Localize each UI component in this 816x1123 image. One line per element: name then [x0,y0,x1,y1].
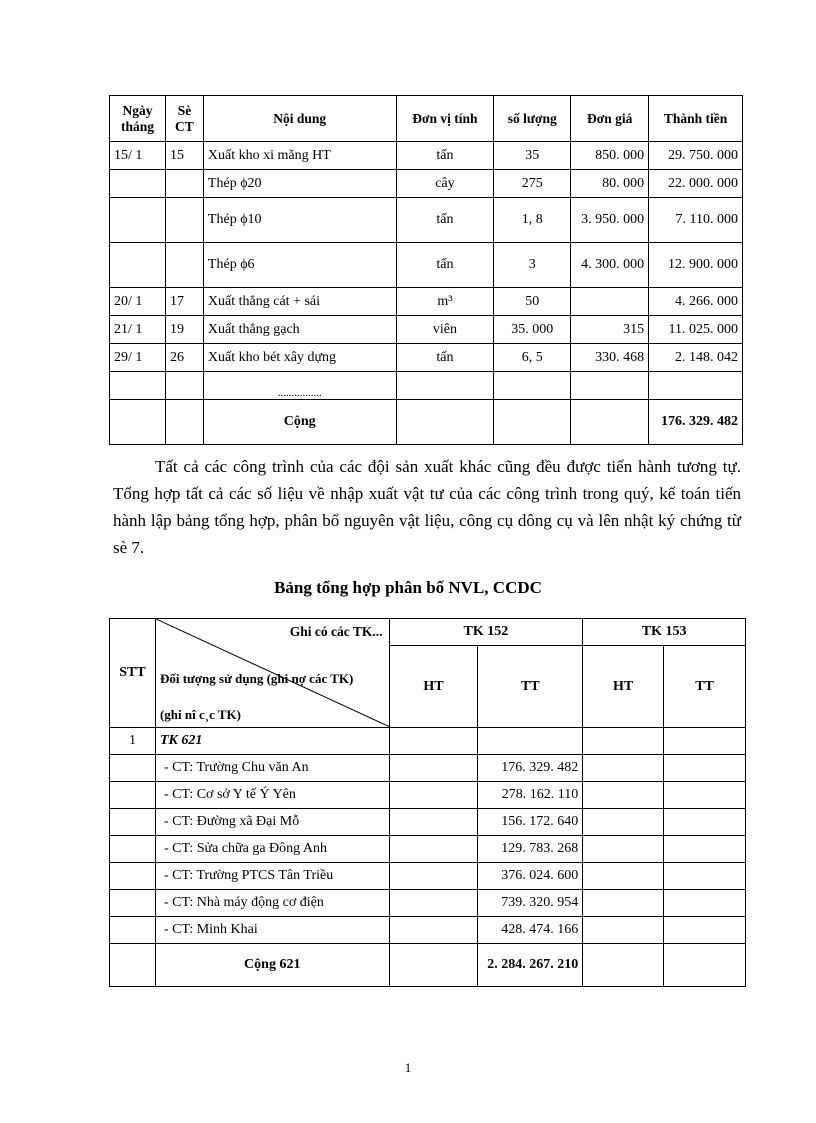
project-label: - CT: Minh Khai [155,917,389,944]
allocation-table-title: Bảng tổng hợp phân bổ NVL, CCDC [274,578,542,597]
table-row [110,917,746,944]
cell-qty: 50 [494,288,571,316]
table-total-row [110,400,743,445]
header-amount: Thành tiền [649,96,743,142]
cell-date: 15/ 1 [110,142,166,170]
cell-content: Thép ϕ6 [203,243,396,288]
cell-amount: 12. 900. 000 [649,243,743,288]
header-tk153: TK 153 [583,619,746,646]
table-row [110,170,743,198]
project-label: - CT: Nhà máy động cơ điện [155,890,389,917]
materials-issue-table [109,95,743,445]
tt152-value: 278. 162. 110 [478,782,583,809]
cell-date: 21/ 1 [110,316,166,344]
cell-qty: 6, 5 [494,344,571,372]
table-row [110,863,746,890]
total-label: Cộng 621 [155,944,389,987]
header-stt: STT [110,619,156,728]
cell-price: 315 [571,316,649,344]
cell-price: 4. 300. 000 [571,243,649,288]
cell-unit: tấn [396,243,494,288]
table-row [110,142,743,170]
header-content: Nội dung [203,96,396,142]
group-label: TK 621 [155,728,389,755]
cell-content: Xuất kho bét xây dựng [203,344,396,372]
table-row [110,344,743,372]
project-label: - CT: Cơ sở Y tế Ý Yên [155,782,389,809]
cell-doc-no [165,198,203,243]
debit-object-label: Đối tượng sử dụng (ghi nợ các TK) [159,671,354,686]
cell-qty: 35. 000 [494,316,571,344]
cell-doc-no: 19 [165,316,203,344]
total-value: 176. 329. 482 [649,400,743,445]
cell-amount: 29. 750. 000 [649,142,743,170]
cell-qty: 275 [494,170,571,198]
table-row [110,782,746,809]
cell-unit: tấn [396,344,494,372]
table-row [110,809,746,836]
total-label: Cộng [203,400,396,445]
cell-amount: 4. 266. 000 [649,288,743,316]
cell-amount: 2. 148. 042 [649,344,743,372]
header-ht-153: HT [583,646,664,728]
cell-price: 850. 000 [571,142,649,170]
cell-price: 3. 950. 000 [571,198,649,243]
cell-price [571,288,649,316]
cell-amount: 11. 025. 000 [649,316,743,344]
page-number: 1 [404,1060,412,1075]
project-label: - CT: Sửa chữa ga Đông Anh [155,836,389,863]
table-row [110,288,743,316]
cell-content: Xuất kho xi măng HT [203,142,396,170]
header-unit: Đơn vị tính [396,96,494,142]
cell-amount: 22. 000. 000 [649,170,743,198]
cell-date: 20/ 1 [110,288,166,316]
project-label: - CT: Đường xã Đại Mỗ [155,809,389,836]
cell-date [110,198,166,243]
cell-amount: 7. 110. 000 [649,198,743,243]
cell-content: Xuất thẳng cát + sái [203,288,396,316]
header-doc-no: Sè CT [165,96,203,142]
project-label: - CT: Trường PTCS Tân Triều [155,863,389,890]
header-price: Đơn giá [571,96,649,142]
tt152-value: 739. 320. 954 [478,890,583,917]
body-paragraph: Tất cả các công trình của các đội sản xuất khác cũng đều được tiến hành tương tự. Tổng hợp tất cả các số liệu về nhập xuất vật tư của các công trình trong quý, kế toán tiến hành lập bảng tổng hợp, phân bổ nguyên vật liệu, công cụ dông cụ và lên nhật ký chứng từ sè 7. [113,457,741,557]
cell-price: 330. 468 [571,344,649,372]
header-qty: số lượng [494,96,571,142]
header-date: Ngày tháng [110,96,166,142]
cell-doc-no: 17 [165,288,203,316]
tt152-value: 176. 329. 482 [478,755,583,782]
cell-unit: tấn [396,142,494,170]
table-header-row [110,619,746,646]
table-row [110,755,746,782]
group-row [110,728,746,755]
cell-qty: 35 [494,142,571,170]
cell-unit: cây [396,170,494,198]
table-row [110,243,743,288]
tt152-value: 376. 024. 600 [478,863,583,890]
cell-content: Xuất thẳng gạch [203,316,396,344]
group-stt: 1 [110,728,156,755]
diagonal-header-cell [155,619,389,728]
tt152-value: 428. 474. 166 [478,917,583,944]
cell-unit: m³ [396,288,494,316]
credit-accounts-label: Ghi có các TK... [289,624,383,639]
tt152-value: 129. 783. 268 [478,836,583,863]
cell-unit: viên [396,316,494,344]
table-row [110,198,743,243]
cell-doc-no [165,170,203,198]
table-row [110,836,746,863]
cell-date [110,170,166,198]
header-tt-152: TT [478,646,583,728]
cell-doc-no [165,243,203,288]
allocation-table [109,618,746,987]
cell-qty: 3 [494,243,571,288]
header-ht-152: HT [389,646,478,728]
debit-object-label-alt: (ghi nî c¸c TK) [159,707,241,722]
table-row-ellipsis [110,372,743,400]
header-tk152: TK 152 [389,619,583,646]
cell-content: Thép ϕ20 [203,170,396,198]
table-header-row [110,96,743,142]
cell-date [110,243,166,288]
cell-content: Thép ϕ10 [203,198,396,243]
cell-unit: tấn [396,198,494,243]
tt152-value: 156. 172. 640 [478,809,583,836]
cell-doc-no: 26 [165,344,203,372]
cell-price: 80. 000 [571,170,649,198]
ellipsis: ................ [203,372,396,400]
total-value: 2. 284. 267. 210 [478,944,583,987]
table-row [110,316,743,344]
cell-qty: 1, 8 [494,198,571,243]
header-tt-153: TT [664,646,746,728]
project-label: - CT: Trường Chu văn An [155,755,389,782]
table-total-row [110,944,746,987]
table-row [110,890,746,917]
cell-doc-no: 15 [165,142,203,170]
cell-date: 29/ 1 [110,344,166,372]
